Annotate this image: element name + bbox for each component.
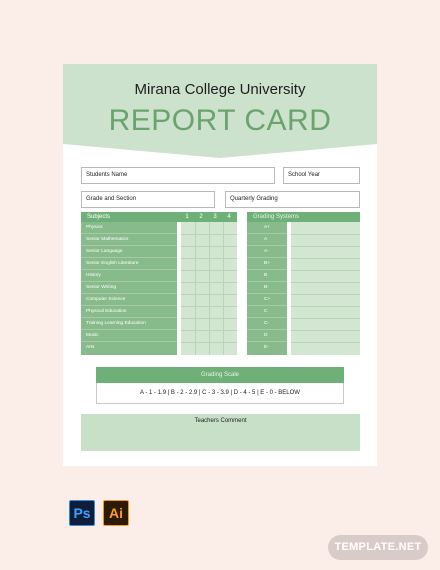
quarter-grade-cells[interactable] xyxy=(181,222,237,355)
subject-row-history: History xyxy=(81,270,177,282)
subjects-header-label: Subjects xyxy=(87,214,111,220)
quarter-3-header: 3 xyxy=(213,214,217,220)
subject-row-arts: Arts xyxy=(86,345,95,350)
subject-row-physical-education: Physical Education xyxy=(81,306,177,318)
grid-line xyxy=(291,258,360,259)
subject-row-senior-english-literature: Senior English Literature xyxy=(81,258,177,270)
grade-row: B+ xyxy=(247,258,287,270)
quarter-4-header: 4 xyxy=(227,214,231,220)
grading-system-cells[interactable] xyxy=(291,222,360,355)
grid-line xyxy=(291,234,360,235)
grid-line xyxy=(181,306,237,307)
grading-systems-header xyxy=(247,212,360,222)
report-card-document xyxy=(63,64,377,466)
subjects-list xyxy=(81,222,177,355)
school-year-field[interactable]: School Year xyxy=(283,167,360,184)
grade-section-field[interactable]: Grade and Section xyxy=(81,191,215,208)
subject-row-music: Music xyxy=(81,330,177,342)
grid-line xyxy=(181,234,237,235)
grading-scale-text: A - 1 - 1.9 | B - 2 - 2.9 | C - 3 - 3.9 | D - 4 - 5 | E - 0 - BELOW xyxy=(96,383,344,404)
student-name-field[interactable]: Students Name xyxy=(81,167,275,184)
grid-line xyxy=(291,282,360,283)
grid-line xyxy=(195,222,196,355)
grid-line xyxy=(223,222,224,355)
grade-row: C- xyxy=(247,318,287,330)
quarter-1-header: 1 xyxy=(185,214,189,220)
subject-row-senior-language: Senior Language xyxy=(81,246,177,258)
grade-row: B- xyxy=(247,282,287,294)
grade-row: A xyxy=(247,234,287,246)
grid-line xyxy=(181,330,237,331)
grid-line xyxy=(181,258,237,259)
report-card-header xyxy=(63,64,377,158)
grid-line xyxy=(291,270,360,271)
subject-row-computer-science: Computer Science xyxy=(81,294,177,306)
quarter-2-header: 2 xyxy=(199,214,203,220)
grid-line xyxy=(291,342,360,343)
grid-line xyxy=(181,294,237,295)
photoshop-icon xyxy=(69,500,95,526)
grid-line xyxy=(181,318,237,319)
subjects-table-header xyxy=(81,212,237,222)
grid-line xyxy=(291,306,360,307)
quarterly-grading-field[interactable]: Quarterly Grading xyxy=(225,191,360,208)
subject-row-physics: Physics xyxy=(81,222,177,234)
illustrator-badge-label: Ai xyxy=(109,505,123,521)
grade-row: D xyxy=(247,330,287,342)
grade-row: E- xyxy=(264,345,269,350)
subject-row-training-learning-education: Training Learning Education xyxy=(81,318,177,330)
grading-systems-label: Grading Systems xyxy=(253,214,300,220)
grid-line xyxy=(291,246,360,247)
college-name: Mirana College University xyxy=(134,81,306,98)
grade-row: C+ xyxy=(247,294,287,306)
grid-line xyxy=(291,318,360,319)
grid-line xyxy=(209,222,210,355)
grade-row: B xyxy=(247,270,287,282)
grid-line xyxy=(181,246,237,247)
grid-line xyxy=(291,330,360,331)
grid-line xyxy=(181,282,237,283)
illustrator-icon xyxy=(103,500,129,526)
grade-row: A- xyxy=(247,246,287,258)
grid-line xyxy=(181,270,237,271)
template-watermark[interactable]: TEMPLATE.NET xyxy=(328,535,428,560)
photoshop-badge-label: Ps xyxy=(73,505,91,521)
subject-row-senior-writing: Senior Writing xyxy=(81,282,177,294)
grading-systems-list xyxy=(247,222,287,355)
teachers-comment-box[interactable] xyxy=(81,414,360,451)
report-card-title: REPORT CARD xyxy=(108,104,332,137)
grade-row: A+ xyxy=(247,222,287,234)
subject-row-senior-mathematics: Senior Mathematics xyxy=(81,234,177,246)
grid-line xyxy=(181,342,237,343)
grading-scale-header: Grading Scale xyxy=(96,367,344,383)
teachers-comment-label: Teachers Comment xyxy=(194,418,247,424)
grid-line xyxy=(291,294,360,295)
grade-row: C xyxy=(247,306,287,318)
